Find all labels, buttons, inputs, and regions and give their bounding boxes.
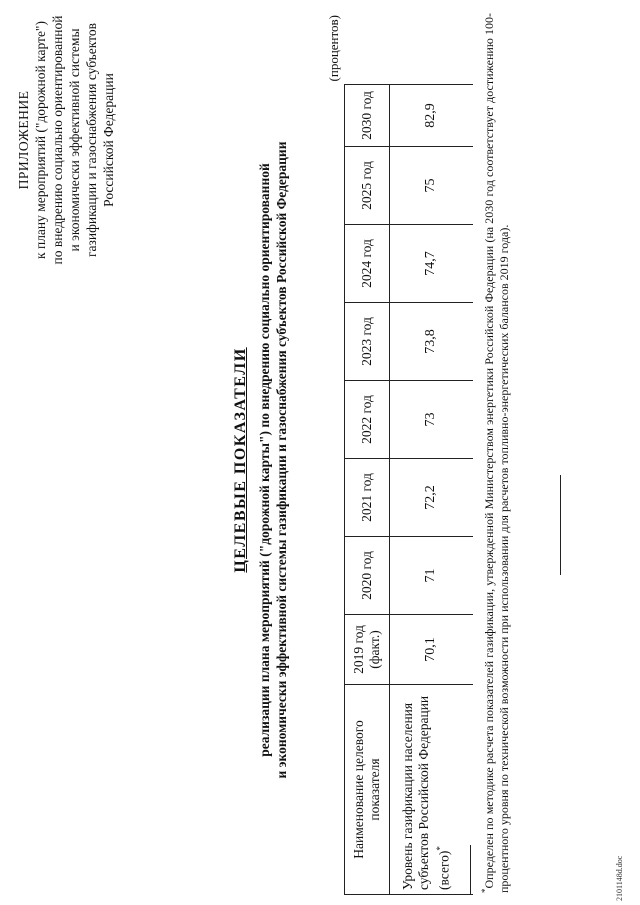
document-heading [232, 135, 290, 785]
header-year: 2019 год (факт.) [345, 615, 390, 685]
document-subtitle [256, 135, 290, 785]
appendix-line: к плану мероприятий ("дорожной карте") [33, 21, 48, 259]
header-year: 2020 год [345, 537, 390, 615]
footnote-mark: * [435, 846, 445, 851]
footnote [478, 13, 512, 893]
appendix-block [15, 5, 117, 275]
appendix-line: по внедрению социально ориентированной [50, 15, 65, 265]
subtitle-line: и экономически эффективной системы газификации и газоснабжения субъектов Российской Федерации [274, 141, 289, 779]
value-cell: 73 [390, 381, 473, 459]
header-year: 2024 год [345, 225, 390, 303]
indicators-table [344, 84, 473, 895]
end-divider [560, 475, 561, 575]
appendix-title: ПРИЛОЖЕНИЕ [16, 90, 31, 190]
value-cell: 82,9 [390, 85, 473, 147]
header-indicator-name: Наименование целевого показателя [345, 685, 390, 895]
value-cell: 70,1 [390, 615, 473, 685]
header-year: 2022 год [345, 381, 390, 459]
footnote-text: Определен по методике расчета показателей газификации, утвержденной Министерством энергетики Российской Федерации (на 2030 год соответствует достижению 100-процентного уровня по технической возможности при использовании для расчетов топливно-энергетических балансов 2019 года). [482, 13, 511, 893]
footnote-divider [470, 845, 471, 895]
subtitle-line: реализации плана мероприятий ("дорожной карты") по внедрению социально ориентированной [257, 163, 272, 757]
appendix-line: и экономически эффективной системы [67, 28, 82, 252]
value-cell: 75 [390, 147, 473, 225]
appendix-line: Российской Федерации [101, 73, 116, 207]
footnote-mark: * [480, 888, 490, 893]
table-header-row [345, 85, 390, 895]
indicator-name-cell [390, 685, 473, 895]
header-year: 2030 год [345, 85, 390, 147]
value-cell: 73,8 [390, 303, 473, 381]
appendix-line: газификации и газоснабжения субъектов [84, 23, 99, 257]
table-row [390, 85, 473, 895]
indicator-name: Уровень газификации населения субъектов Российской Федерации (всего) [400, 695, 452, 890]
header-year: 2025 год [345, 147, 390, 225]
document-title: ЦЕЛЕВЫЕ ПОКАЗАТЕЛИ [232, 347, 249, 573]
header-year: 2023 год [345, 303, 390, 381]
value-cell: 72,2 [390, 459, 473, 537]
document-id: 2101148d.doc [615, 855, 624, 901]
units-label: (процентов) [326, 15, 341, 82]
header-year: 2021 год [345, 459, 390, 537]
value-cell: 74,7 [390, 225, 473, 303]
value-cell: 71 [390, 537, 473, 615]
